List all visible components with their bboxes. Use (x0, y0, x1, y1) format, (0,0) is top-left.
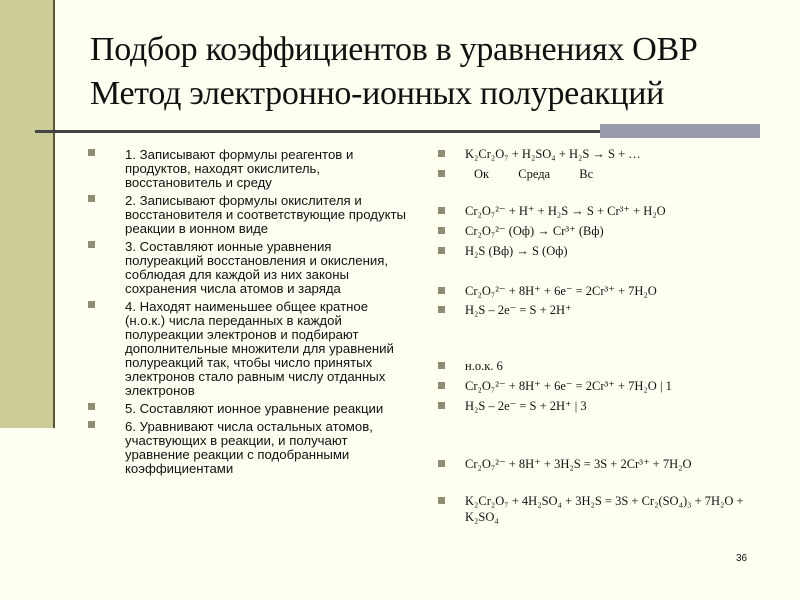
decorative-side-band (0, 0, 55, 428)
bullet-icon (88, 403, 95, 410)
bullet-icon (438, 247, 445, 254)
equation-text: H₂S – 2e⁻ = S + 2H⁺ (465, 303, 572, 317)
bullet-icon (438, 207, 445, 214)
bullet-icon (88, 195, 95, 202)
roles-text: Ок Среда Вс (474, 167, 594, 181)
step-2 (88, 194, 408, 236)
step-3 (88, 240, 408, 296)
bullet-icon (88, 149, 95, 156)
step-text: 1. Записывают формулы реагентов и продуктов, находят окислитель, восстановитель и среду (125, 147, 354, 190)
equation-text: Cr₂O₇²⁻ + 8H⁺ + 3H₂S = 3S + 2Cr³⁺ + 7H₂O (465, 457, 692, 471)
bullet-icon (88, 301, 95, 308)
step-text: 3. Составляют ионные уравнения полуреакций восстановления и окисления, соблюдая для каждой из них законы сохранения числа атомов и заряда (125, 239, 389, 296)
step-text: 5. Составляют ионное уравнение реакции (125, 401, 384, 416)
step-text: 4. Находят наименьшее общее кратное (н.о.к.) числа переданных в каждой полуреакции электронов и подбирают дополнительные множители для уравнений полуреакций так, чтобы число принятых электронов стало равным числу отданных электронов (125, 299, 394, 398)
bullet-icon (438, 287, 445, 294)
decorative-accent-bar (600, 124, 760, 138)
slide-title (90, 28, 698, 116)
step-5 (88, 402, 408, 416)
bullet-icon (438, 497, 445, 504)
equation-text: Cr₂O₇²⁻ + H⁺ + H₂S → S + Cr³⁺ + H₂O (465, 204, 666, 218)
equation-text: K₂Cr₂O₇ + H₂SO₄ + H₂S → S + … (465, 147, 641, 161)
step-text: 6. Уравнивают числа остальных атомов, участвующих в реакции, и получают уравнение реакции с подобранными коэффициентами (125, 419, 373, 476)
steps-list (88, 148, 408, 480)
bullet-icon (438, 460, 445, 467)
title-line-2: Метод электронно-ионных полуреакций (90, 75, 665, 112)
equation-text: Cr₂O₇²⁻ + 8H⁺ + 6e⁻ = 2Cr³⁺ + 7H₂O | 1 (465, 379, 672, 393)
bullet-icon (438, 170, 445, 177)
step-text: 2. Записывают формулы окислителя и восстановителя и соответствующие продукты реакции в ионном виде (125, 193, 407, 236)
equation-text: H₂S (Вф) → S (Оф) (465, 244, 568, 258)
bullet-icon (438, 402, 445, 409)
page-number: 36 (736, 553, 748, 564)
bullet-icon (438, 150, 445, 157)
bullet-icon (88, 241, 95, 248)
step-4 (88, 300, 408, 398)
step-1 (88, 148, 408, 190)
title-line-1: Подбор коэффициентов в уравнениях ОВР (90, 31, 698, 68)
equation-text: н.о.к. 6 (465, 359, 503, 373)
equation-text: H₂S – 2e⁻ = S + 2H⁺ | 3 (465, 399, 587, 413)
bullet-icon (438, 306, 445, 313)
bullet-icon (438, 227, 445, 234)
decorative-side-line (53, 0, 55, 428)
equation-text: Cr₂O₇²⁻ + 8H⁺ + 6e⁻ = 2Cr³⁺ + 7H₂O (465, 284, 657, 298)
bullet-icon (88, 421, 95, 428)
bullet-icon (438, 382, 445, 389)
equation-text: Cr₂O₇²⁻ (Оф) → Cr³⁺ (Вф) (465, 224, 604, 238)
equation-text: K₂Cr₂O₇ + 4H₂SO₄ + 3H₂S = 3S + Cr₂(SO₄)₃ + 7H₂O + K₂SO₄ (465, 494, 744, 524)
bullet-icon (438, 362, 445, 369)
step-6 (88, 420, 408, 476)
